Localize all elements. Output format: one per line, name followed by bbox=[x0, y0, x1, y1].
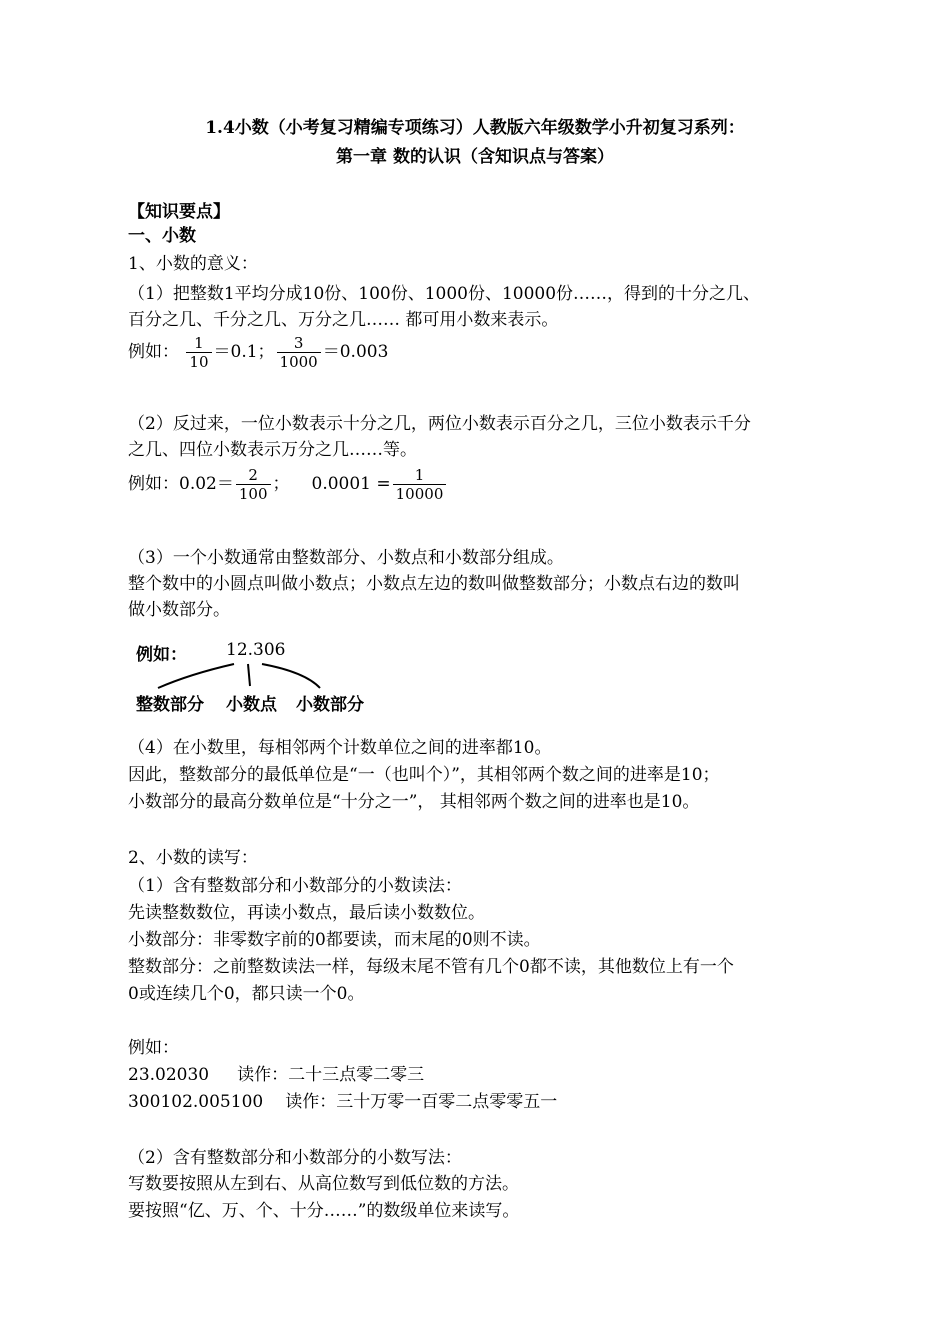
diagram-number: 12.306 bbox=[226, 640, 286, 660]
example-2-label: 例如： bbox=[128, 474, 179, 494]
paragraph-5-line-2: 先读整数数位，再读小数点，最后读小数数位。 bbox=[128, 903, 485, 923]
paragraph-1-line-1: （1）把整数1平均分成10份、100份、1000份、10000份……，得到的十分之几、 bbox=[128, 284, 761, 304]
connector-integer bbox=[158, 664, 234, 688]
document-title-line-1: 1.4小数（小考复习精编专项练习）人教版六年级数学小升初复习系列： bbox=[205, 118, 745, 138]
example-1-eq2: ＝0.003 bbox=[322, 342, 389, 362]
fraction-denominator: 10000 bbox=[393, 484, 447, 503]
document-title-line-2: 第一章 数的认识（含知识点与答案） bbox=[336, 147, 614, 167]
example-3-reading-1: 读作：二十三点零二零三 bbox=[237, 1065, 425, 1085]
section-heading-knowledge: 【知识要点】 bbox=[128, 202, 230, 222]
diagram-label-decimal-point: 小数点 bbox=[226, 695, 277, 715]
example-3-row-1 bbox=[128, 1063, 424, 1087]
example-3-reading-2: 读作：三十万零一百零二点零零五一 bbox=[285, 1092, 558, 1112]
connector-point bbox=[248, 664, 250, 686]
fraction-numerator: 1 bbox=[414, 466, 425, 484]
fraction-numerator: 1 bbox=[194, 334, 204, 352]
fraction-denominator: 10 bbox=[186, 352, 211, 371]
topic-heading-meaning: 1、小数的意义： bbox=[128, 254, 258, 274]
subsection-heading-decimal: 一、小数 bbox=[128, 226, 196, 246]
fraction-numerator: 2 bbox=[248, 466, 258, 484]
paragraph-5-line-5: 0或连续几个0，都只读一个0。 bbox=[128, 984, 365, 1004]
fraction-denominator: 100 bbox=[236, 484, 271, 503]
paragraph-6-line-1: （2）含有整数部分和小数部分的小数写法： bbox=[128, 1148, 462, 1168]
paragraph-2-line-2: 之几、四位小数表示万分之几……等。 bbox=[128, 440, 417, 460]
decimal-parts-diagram bbox=[130, 636, 410, 716]
example-1-label: 例如： bbox=[128, 342, 179, 362]
paragraph-4-line-1: （4）在小数里，每相邻两个计数单位之间的进率都10。 bbox=[128, 738, 552, 758]
example-1 bbox=[128, 334, 388, 371]
paragraph-5-line-1: （1）含有整数部分和小数部分的小数读法： bbox=[128, 876, 462, 896]
topic-heading-read-write: 2、小数的读写： bbox=[128, 848, 258, 868]
example-3-number-1: 23.02030 bbox=[128, 1065, 210, 1085]
paragraph-4-line-2: 因此，整数部分的最低单位是“一（也叫个）”，其相邻两个数之间的进率是10； bbox=[128, 765, 720, 785]
fraction-1-10 bbox=[186, 334, 211, 371]
paragraph-5-line-3: 小数部分：非零数字前的0都要读，而末尾的0则不读。 bbox=[128, 930, 541, 950]
paragraph-3-line-1: （3）一个小数通常由整数部分、小数点和小数部分组成。 bbox=[128, 548, 564, 568]
paragraph-5-line-4: 整数部分：之前整数读法一样，每级末尾不管有几个0都不读，其他数位上有一个 bbox=[128, 957, 734, 977]
diagram-example-label: 例如： bbox=[136, 645, 187, 665]
paragraph-3-line-2: 整个数中的小圆点叫做小数点；小数点左边的数叫做整数部分；小数点右边的数叫 bbox=[128, 574, 740, 594]
paragraph-3-line-3: 做小数部分。 bbox=[128, 600, 230, 620]
fraction-numerator: 3 bbox=[293, 334, 304, 352]
example-2-left1: 0.02＝ bbox=[179, 474, 234, 494]
example-2-left2: 0.0001 = bbox=[311, 474, 391, 494]
example-3-label: 例如： bbox=[128, 1038, 179, 1058]
example-3-number-2: 300102.005100 bbox=[128, 1092, 264, 1112]
fraction-1-10000 bbox=[393, 466, 447, 503]
example-2-sep: ； bbox=[272, 474, 290, 494]
fraction-denominator: 1000 bbox=[277, 352, 321, 371]
paragraph-2-line-1: （2）反过来，一位小数表示十分之几，两位小数表示百分之几，三位小数表示千分 bbox=[128, 414, 751, 434]
paragraph-6-line-2: 写数要按照从左到右、从高位数写到低位数的方法。 bbox=[128, 1174, 519, 1194]
example-2 bbox=[128, 466, 448, 503]
diagram-label-decimal-part: 小数部分 bbox=[296, 695, 364, 715]
diagram-label-integer-part: 整数部分 bbox=[136, 695, 204, 715]
example-3-row-2 bbox=[128, 1090, 557, 1114]
fraction-3-1000 bbox=[277, 334, 321, 371]
example-1-eq1: ＝0.1； bbox=[213, 342, 275, 362]
fraction-2-100 bbox=[236, 466, 271, 503]
paragraph-4-line-3: 小数部分的最高分数单位是“十分之一”， 其相邻两个数之间的进率也是10。 bbox=[128, 792, 700, 812]
paragraph-6-line-3: 要按照“亿、万、个、十分……”的数级单位来读写。 bbox=[128, 1201, 520, 1221]
paragraph-1-line-2: 百分之几、千分之几、万分之几…… 都可用小数来表示。 bbox=[128, 310, 559, 330]
connector-fraction bbox=[262, 664, 320, 688]
